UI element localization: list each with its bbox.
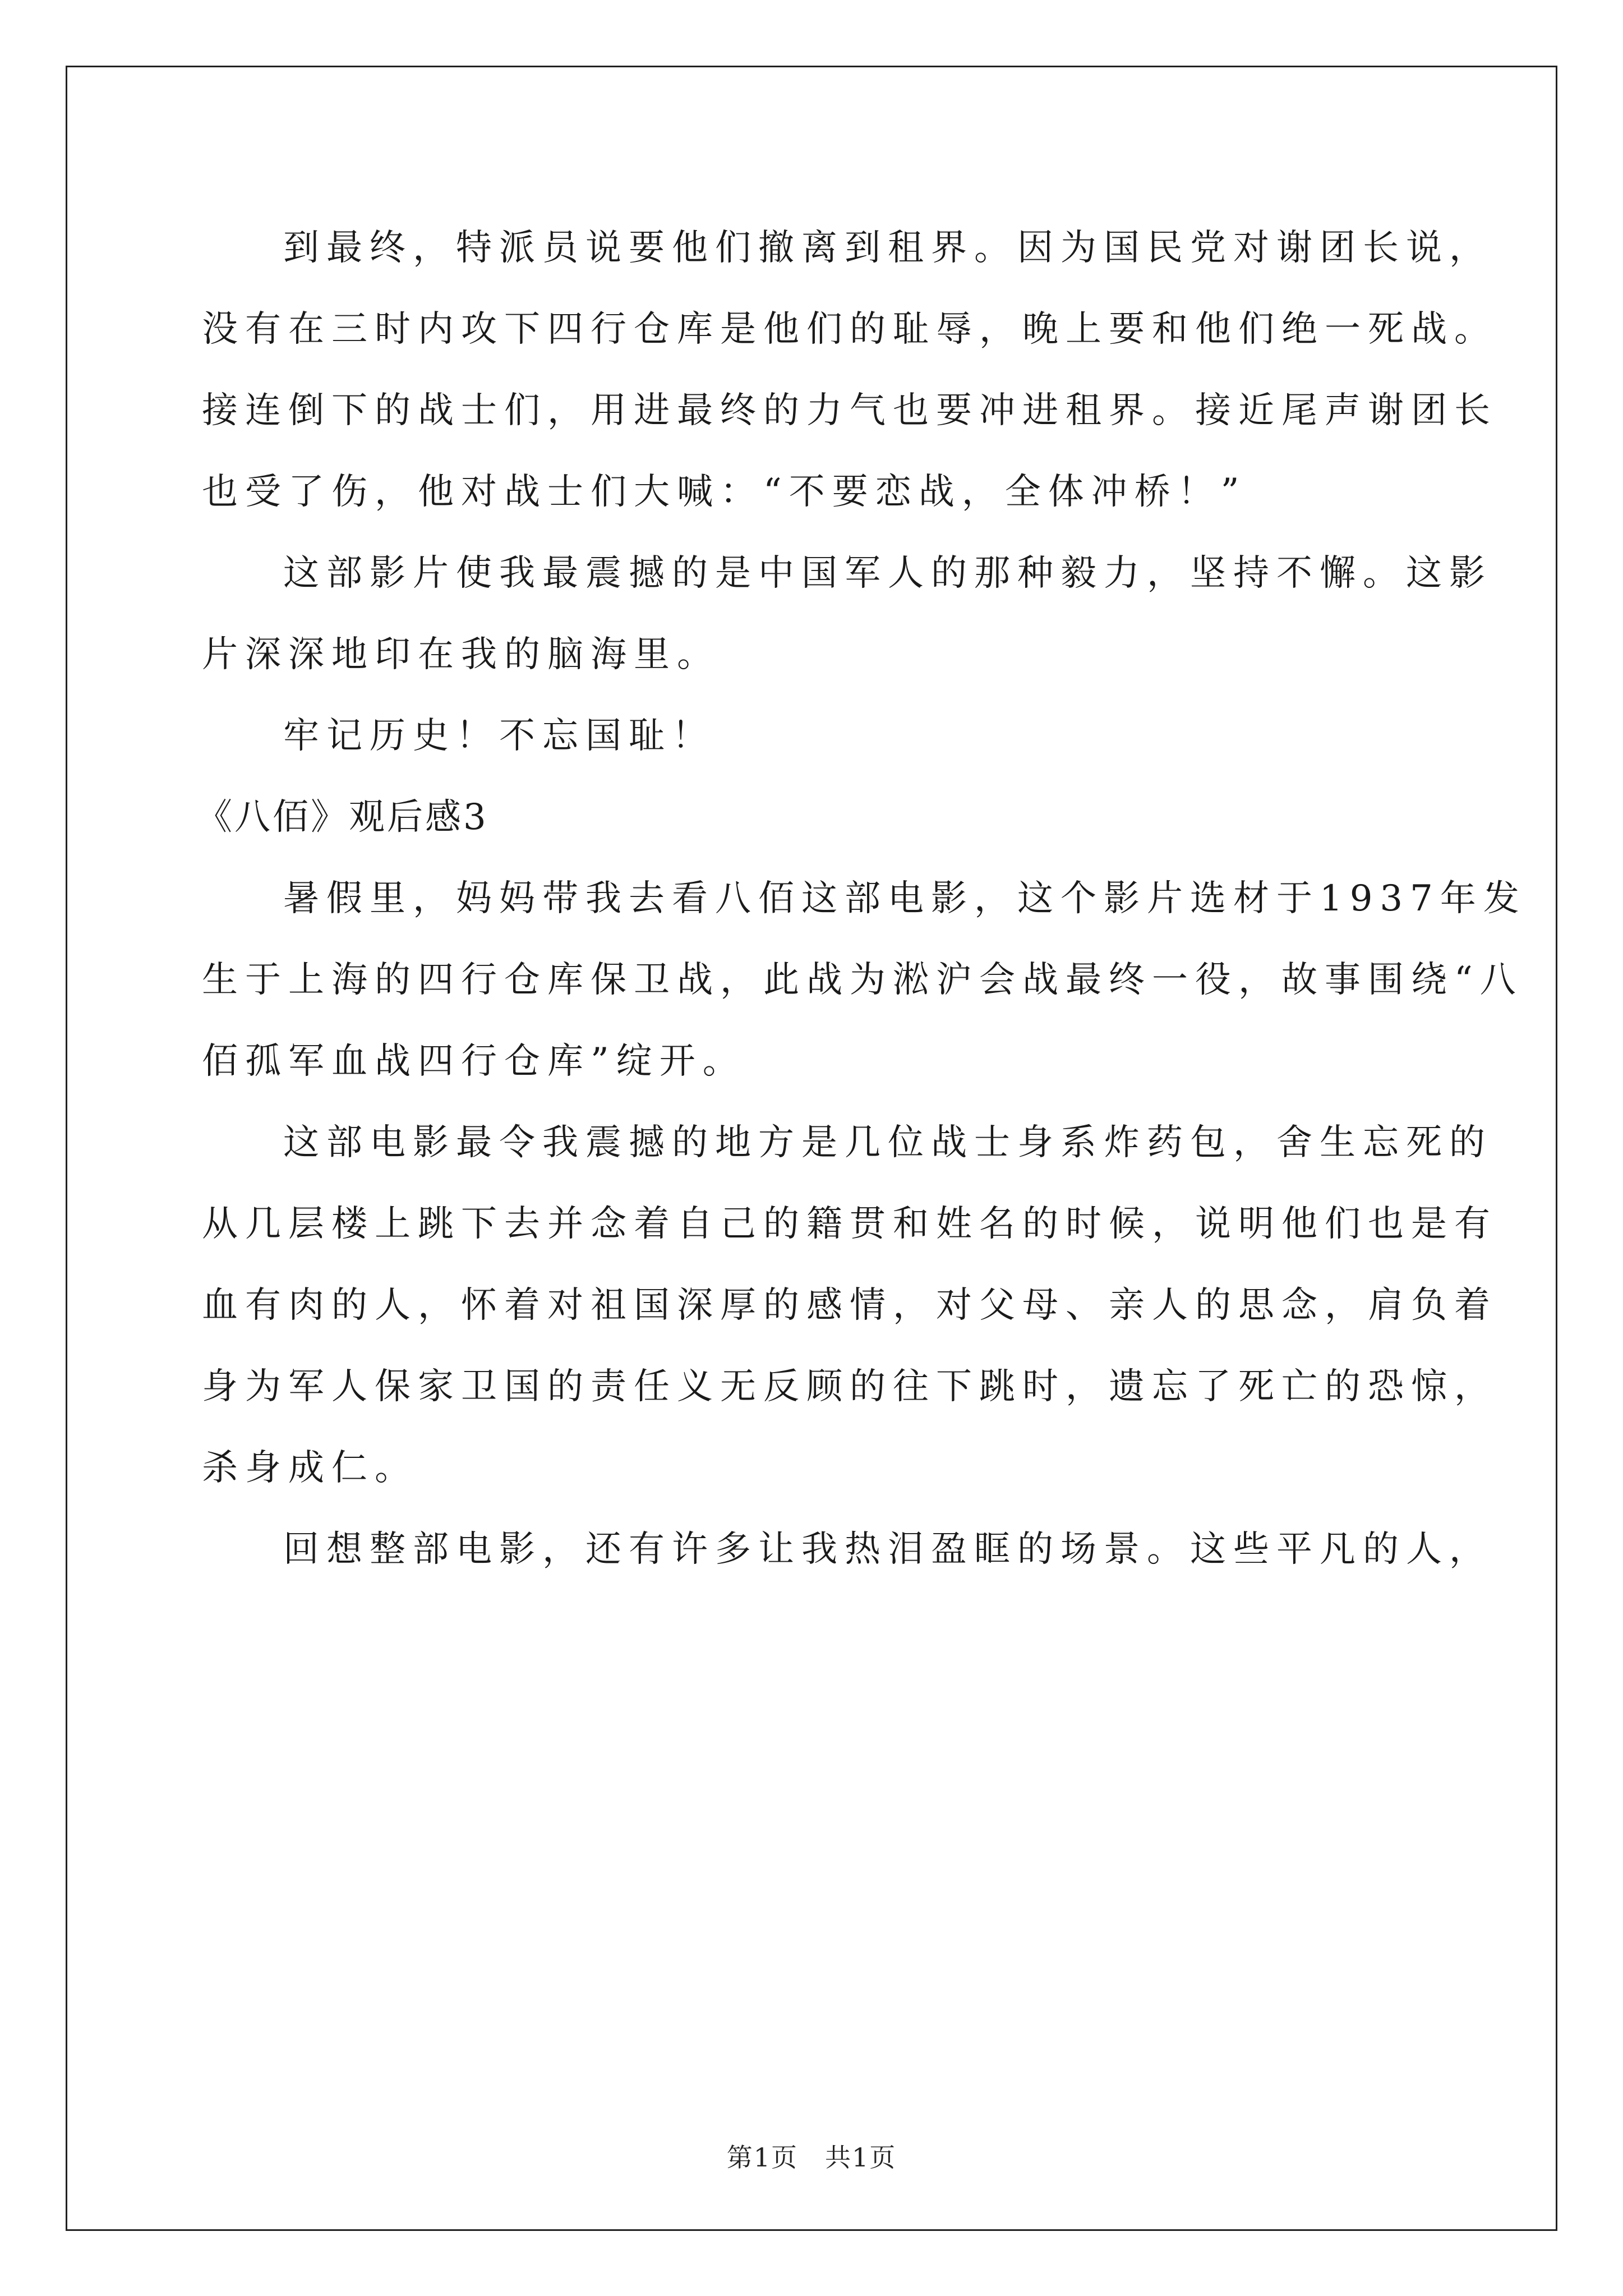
text-line: 也受了伤，他对战士们大喊：“不要恋战，全体冲桥！” — [202, 471, 1247, 513]
page-number-footer: 第1页 共1页 — [726, 2142, 897, 2173]
text-line: 从几层楼上跳下去并念着自己的籍贯和姓名的时候，说明他们也是有 — [202, 1203, 1497, 1245]
text-line: 牢记历史！不忘国耻！ — [283, 715, 715, 757]
text-line: 到最终，特派员说要他们撤离到租界。因为国民党对谢团长说， — [283, 227, 1492, 269]
text-line: 杀身成仁。 — [202, 1447, 418, 1489]
text-line: 这部影片使我最震撼的是中国军人的那种毅力，坚持不懈。这影 — [283, 553, 1492, 594]
text-line: 片深深地印在我的脑海里。 — [202, 634, 720, 675]
text-line: 没有在三时内攻下四行仓库是他们的耻辱，晚上要和他们绝一死战。 — [202, 309, 1497, 350]
text-line: 暑假里，妈妈带我去看八佰这部电影，这个影片选材于1937年发 — [283, 878, 1527, 919]
text-line: 接连倒下的战士们，用进最终的力气也要冲进租界。接近尾声谢团长 — [202, 390, 1497, 431]
document-body — [196, 208, 1527, 1590]
text-line: 身为军人保家卫国的责任义无反顾的往下跳时，遗忘了死亡的恐惊， — [202, 1366, 1497, 1407]
text-line: 佰孤军血战四行仓库”绽开。 — [202, 1041, 746, 1082]
text-line: 这部电影最令我震撼的地方是几位战士身系炸药包，舍生忘死的 — [283, 1122, 1492, 1163]
text-line: 回想整部电影，还有许多让我热泪盈眶的场景。这些平凡的人， — [283, 1529, 1492, 1570]
section-heading: 《八佰》观后感3 — [196, 797, 488, 838]
text-line: 血有肉的人，怀着对祖国深厚的感情，对父母、亲人的思念，肩负着 — [202, 1285, 1497, 1326]
text-line: 生于上海的四行仓库保卫战，此战为淞沪会战最终一役，故事围绕“八 — [202, 959, 1523, 1001]
